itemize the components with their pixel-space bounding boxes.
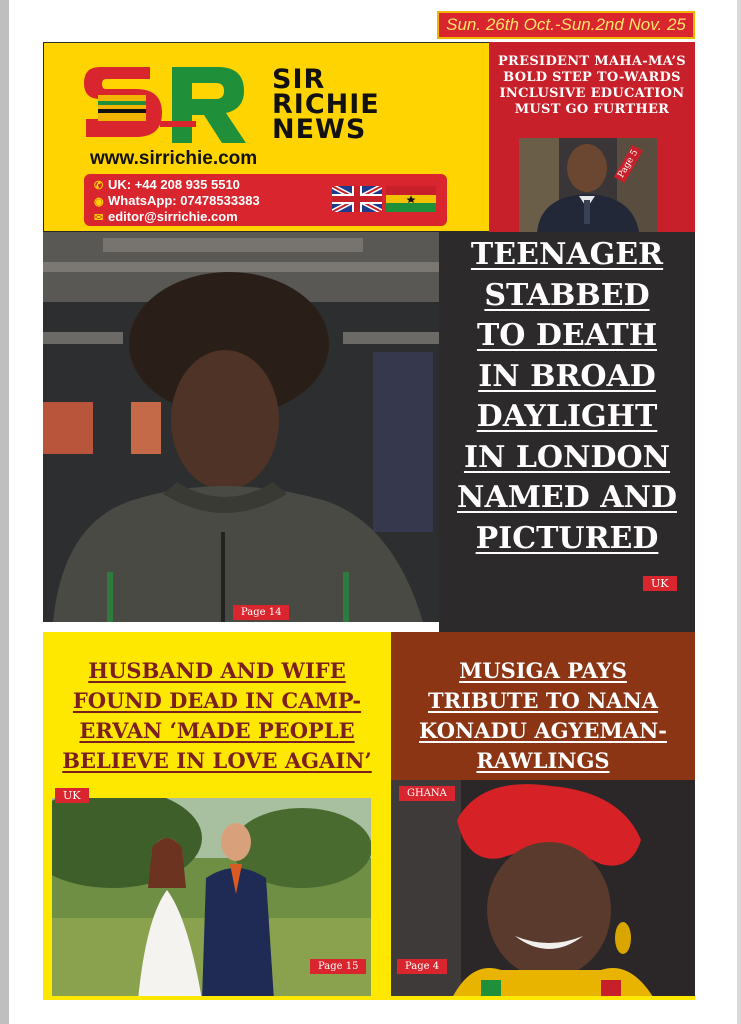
contact-phone-text: UK: +44 208 935 5510 — [108, 177, 240, 192]
bottom-right-headline-line: TRIBUTE TO NANA — [427, 688, 659, 713]
sir-richie-logo — [80, 57, 250, 147]
bottom-left-story[interactable] — [43, 632, 391, 780]
top-right-headline[interactable]: PRESIDENT MAHA-MA’S BOLD STEP TO-WARDS INCLUSIVE EDUCATION MUST GO FURTHER — [497, 54, 686, 117]
page-edge-right — [737, 0, 741, 1024]
teenager-photo — [43, 232, 439, 622]
page-edge — [0, 0, 9, 1024]
main-headline-line: TEENAGER — [470, 237, 664, 272]
bottom-right-headline-line: KONADU AGYEMAN- — [419, 718, 667, 743]
main-headline-line: STABBED — [484, 277, 650, 313]
top-right-story[interactable] — [489, 42, 695, 232]
ghana-flag-icon — [386, 186, 436, 212]
bottom-left-photo-frame — [43, 780, 391, 1000]
main-headline-line: NAMED AND — [457, 480, 677, 515]
main-story-photo — [43, 232, 439, 622]
bottom-right-region-tag[interactable]: GHANA — [399, 786, 455, 801]
main-region-tag[interactable]: UK — [643, 576, 677, 591]
president-photo — [519, 138, 657, 232]
contact-email-text: editor@sirrichie.com — [108, 209, 238, 224]
main-story[interactable] — [439, 232, 695, 632]
phone-icon: ✆ — [94, 180, 104, 192]
main-headline-line: IN BROAD — [478, 358, 656, 394]
contact-whatsapp-text: WhatsApp: 07478533383 — [108, 193, 260, 208]
bottom-left-headline-line: BELIEVE IN LOVE AGAIN’ — [62, 748, 372, 773]
bottom-left-headline[interactable] — [43, 656, 391, 776]
main-headline-line: IN LONDON — [463, 439, 671, 475]
main-headline-line: PICTURED — [475, 520, 659, 556]
main-headline-line: DAYLIGHT — [476, 399, 658, 434]
whatsapp-icon: ◉ — [94, 196, 104, 208]
contact-email[interactable] — [94, 209, 238, 224]
bottom-right-headline-line: MUSIGA PAYS — [459, 658, 627, 683]
bottom-right-page-tag[interactable]: Page 4 — [397, 959, 447, 974]
main-headline[interactable] — [445, 235, 689, 559]
bottom-left-headline-line: ERVAN ‘MADE PEOPLE — [79, 718, 355, 743]
bottom-right-photo — [391, 780, 695, 1000]
top-right-page-tag[interactable]: Page 5 — [614, 145, 643, 183]
uk-flag-icon — [332, 186, 382, 212]
contact-whatsapp[interactable] — [94, 193, 260, 208]
masthead[interactable] — [43, 42, 490, 232]
bottom-right-headline-line: RAWLINGS — [476, 748, 610, 773]
main-page-tag[interactable]: Page 14 — [233, 605, 289, 620]
email-icon: ✉ — [94, 212, 104, 224]
contact-box — [84, 174, 447, 226]
bottom-left-page-tag[interactable]: Page 15 — [310, 959, 366, 974]
bottom-left-headline-line: FOUND DEAD IN CAMP- — [72, 688, 362, 713]
contact-phone[interactable] — [94, 177, 240, 192]
main-headline-line: TO DEATH — [476, 318, 658, 353]
issue-date-banner: Sun. 26th Oct.-Sun.2nd Nov. 25 — [437, 11, 695, 39]
bottom-rule — [43, 996, 695, 1000]
brand-line-2: RICHIE — [272, 89, 380, 120]
bottom-right-headline[interactable] — [391, 656, 695, 776]
bottom-left-region-tag[interactable]: UK — [55, 788, 89, 803]
brand-name — [272, 64, 380, 145]
bottom-left-headline-line: HUSBAND AND WIFE — [88, 658, 346, 683]
website-link[interactable]: www.sirrichie.com — [90, 148, 258, 169]
bottom-right-story[interactable] — [391, 632, 695, 780]
brand-line-3: NEWS — [272, 114, 367, 145]
brand-line-1: SIR — [272, 64, 326, 95]
